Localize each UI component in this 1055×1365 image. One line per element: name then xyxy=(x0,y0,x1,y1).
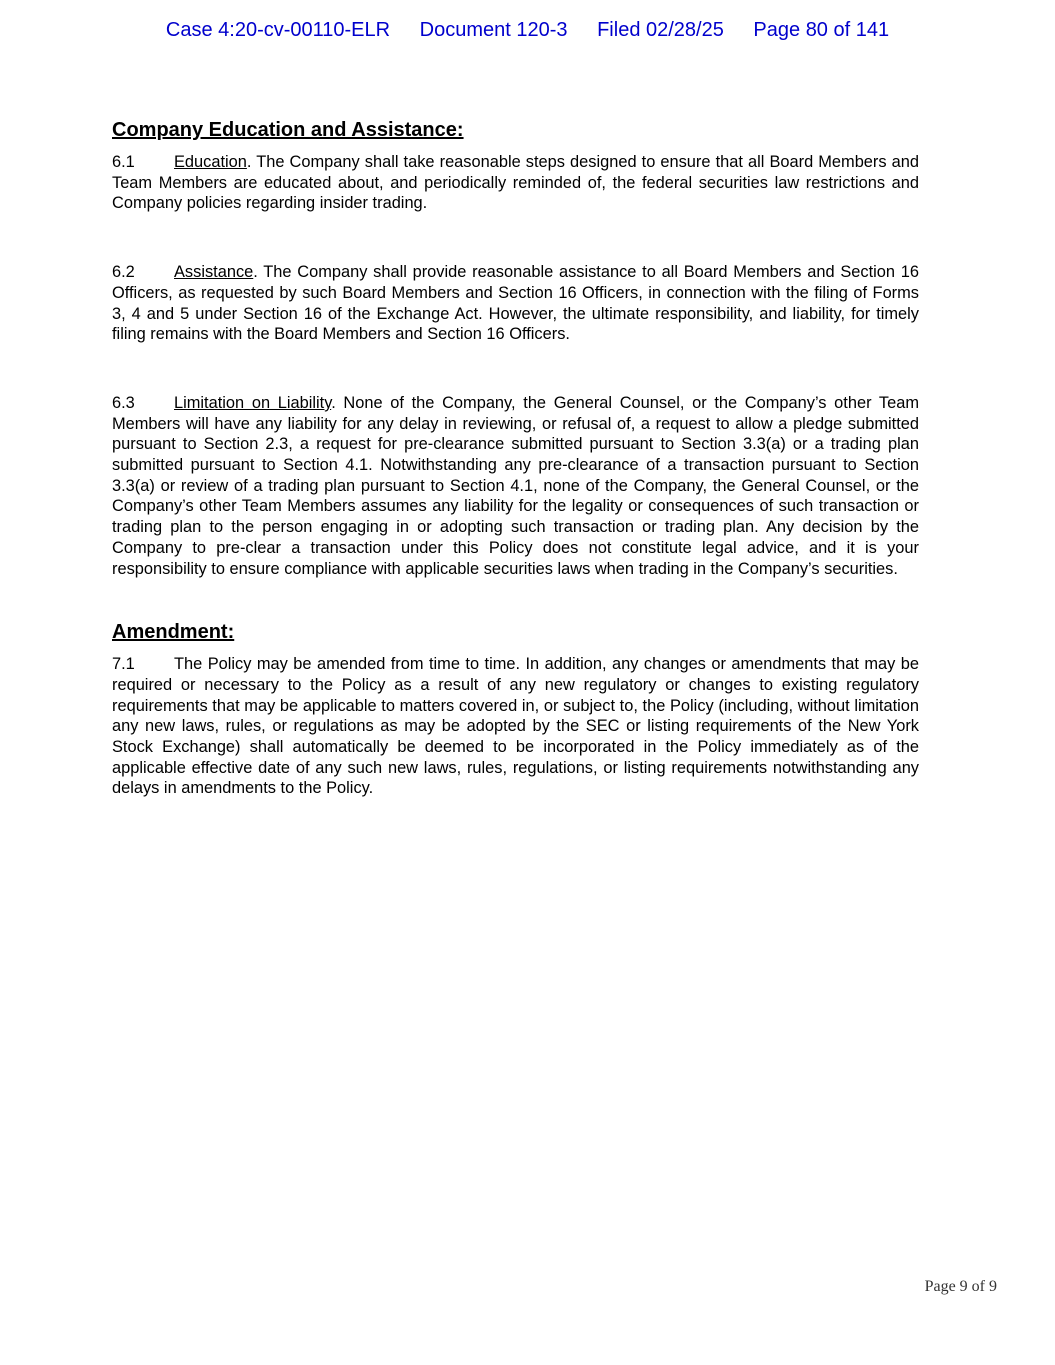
paragraph-text: . The Company shall take reasonable steps designed to ensure that all Board Members and Team Members are educated about, and periodically reminded of, the federal securities law restrictions and Company policies regarding insider trading. xyxy=(112,153,919,213)
paragraph-term: Assistance xyxy=(174,263,254,282)
court-filing-header xyxy=(0,19,1055,42)
paragraph-7-1 xyxy=(112,654,919,799)
paragraph-text: . The Company shall provide reasonable assistance to all Board Members and Section 16 Officers, as requested by such Board Members and Section 16 Officers, in connection with the filing of Forms 3, 4 and 5 under Section 16 of the Exchange Act. However, the ultimate responsibility, and liability, for timely filing remains with the Board Members and Section 16 Officers. xyxy=(112,263,919,344)
paragraph-term: Limitation on Liability xyxy=(174,393,332,412)
document-body xyxy=(112,117,919,799)
paragraph-number: 7.1 xyxy=(112,655,135,674)
paragraph-6-1 xyxy=(112,152,919,214)
document-number: Document 120-3 xyxy=(419,19,568,41)
filing-page-number: Page 80 of 141 xyxy=(753,19,890,41)
paragraph-6-2 xyxy=(112,262,919,345)
paragraph-6-3 xyxy=(112,393,919,579)
section-heading-amendment: Amendment: xyxy=(112,621,235,644)
section-heading-education: Company Education and Assistance: xyxy=(112,119,464,141)
paragraph-number: 6.1 xyxy=(112,153,135,171)
filed-date: Filed 02/28/25 xyxy=(597,19,724,41)
paragraph-text: The Policy may be amended from time to time. In addition, any changes or amendments that may be required or necessary to the Policy as a result of any new regulatory or changes to existing regulatory requirements that may be applicable to matters covered in, or subject to, the Policy (including, without limitation any new laws, rules, or regulations as may be adopted by the SEC or listing requirements of the New York Stock Exchange) shall automatically be deemed to be incorporated in the Policy immediately as of the applicable effective date of any such new laws, rules, regulations, or listing requirements notwithstanding any delays in amendments to the Policy. xyxy=(112,655,919,798)
paragraph-text: . None of the Company, the General Counsel, or the Company’s other Team Members will have any liability for any delay in reviewing, or refusal of, a request to allow a pledge submitted pursuant to Section 2.3, a request for pre-clearance submitted pursuant to Section 3.3(a) or a trading plan submitted pursuant to Section 4.1. Notwithstanding any pre-clearance of a transaction pursuant to Section 3.3(a) or review of a trading plan pursuant to Section 4.1, none of the Company, the General Counsel, or the Company’s other Team Members assumes any liability for the legality or consequences of such transaction or trading plan to the person engaging in or adopting such transaction or trading plan. Any decision by the Company to pre-clear a transaction under this Policy does not constitute legal advice, and it is your responsibility to ensure compliance with applicable securities laws when trading in the Company’s securities. xyxy=(112,393,919,578)
paragraph-term: Education xyxy=(174,153,247,171)
paragraph-number: 6.3 xyxy=(112,393,135,412)
case-number: Case 4:20-cv-00110-ELR xyxy=(165,19,391,41)
page-footer-number: Page 9 of 9 xyxy=(924,1278,997,1295)
paragraph-number: 6.2 xyxy=(112,263,135,282)
